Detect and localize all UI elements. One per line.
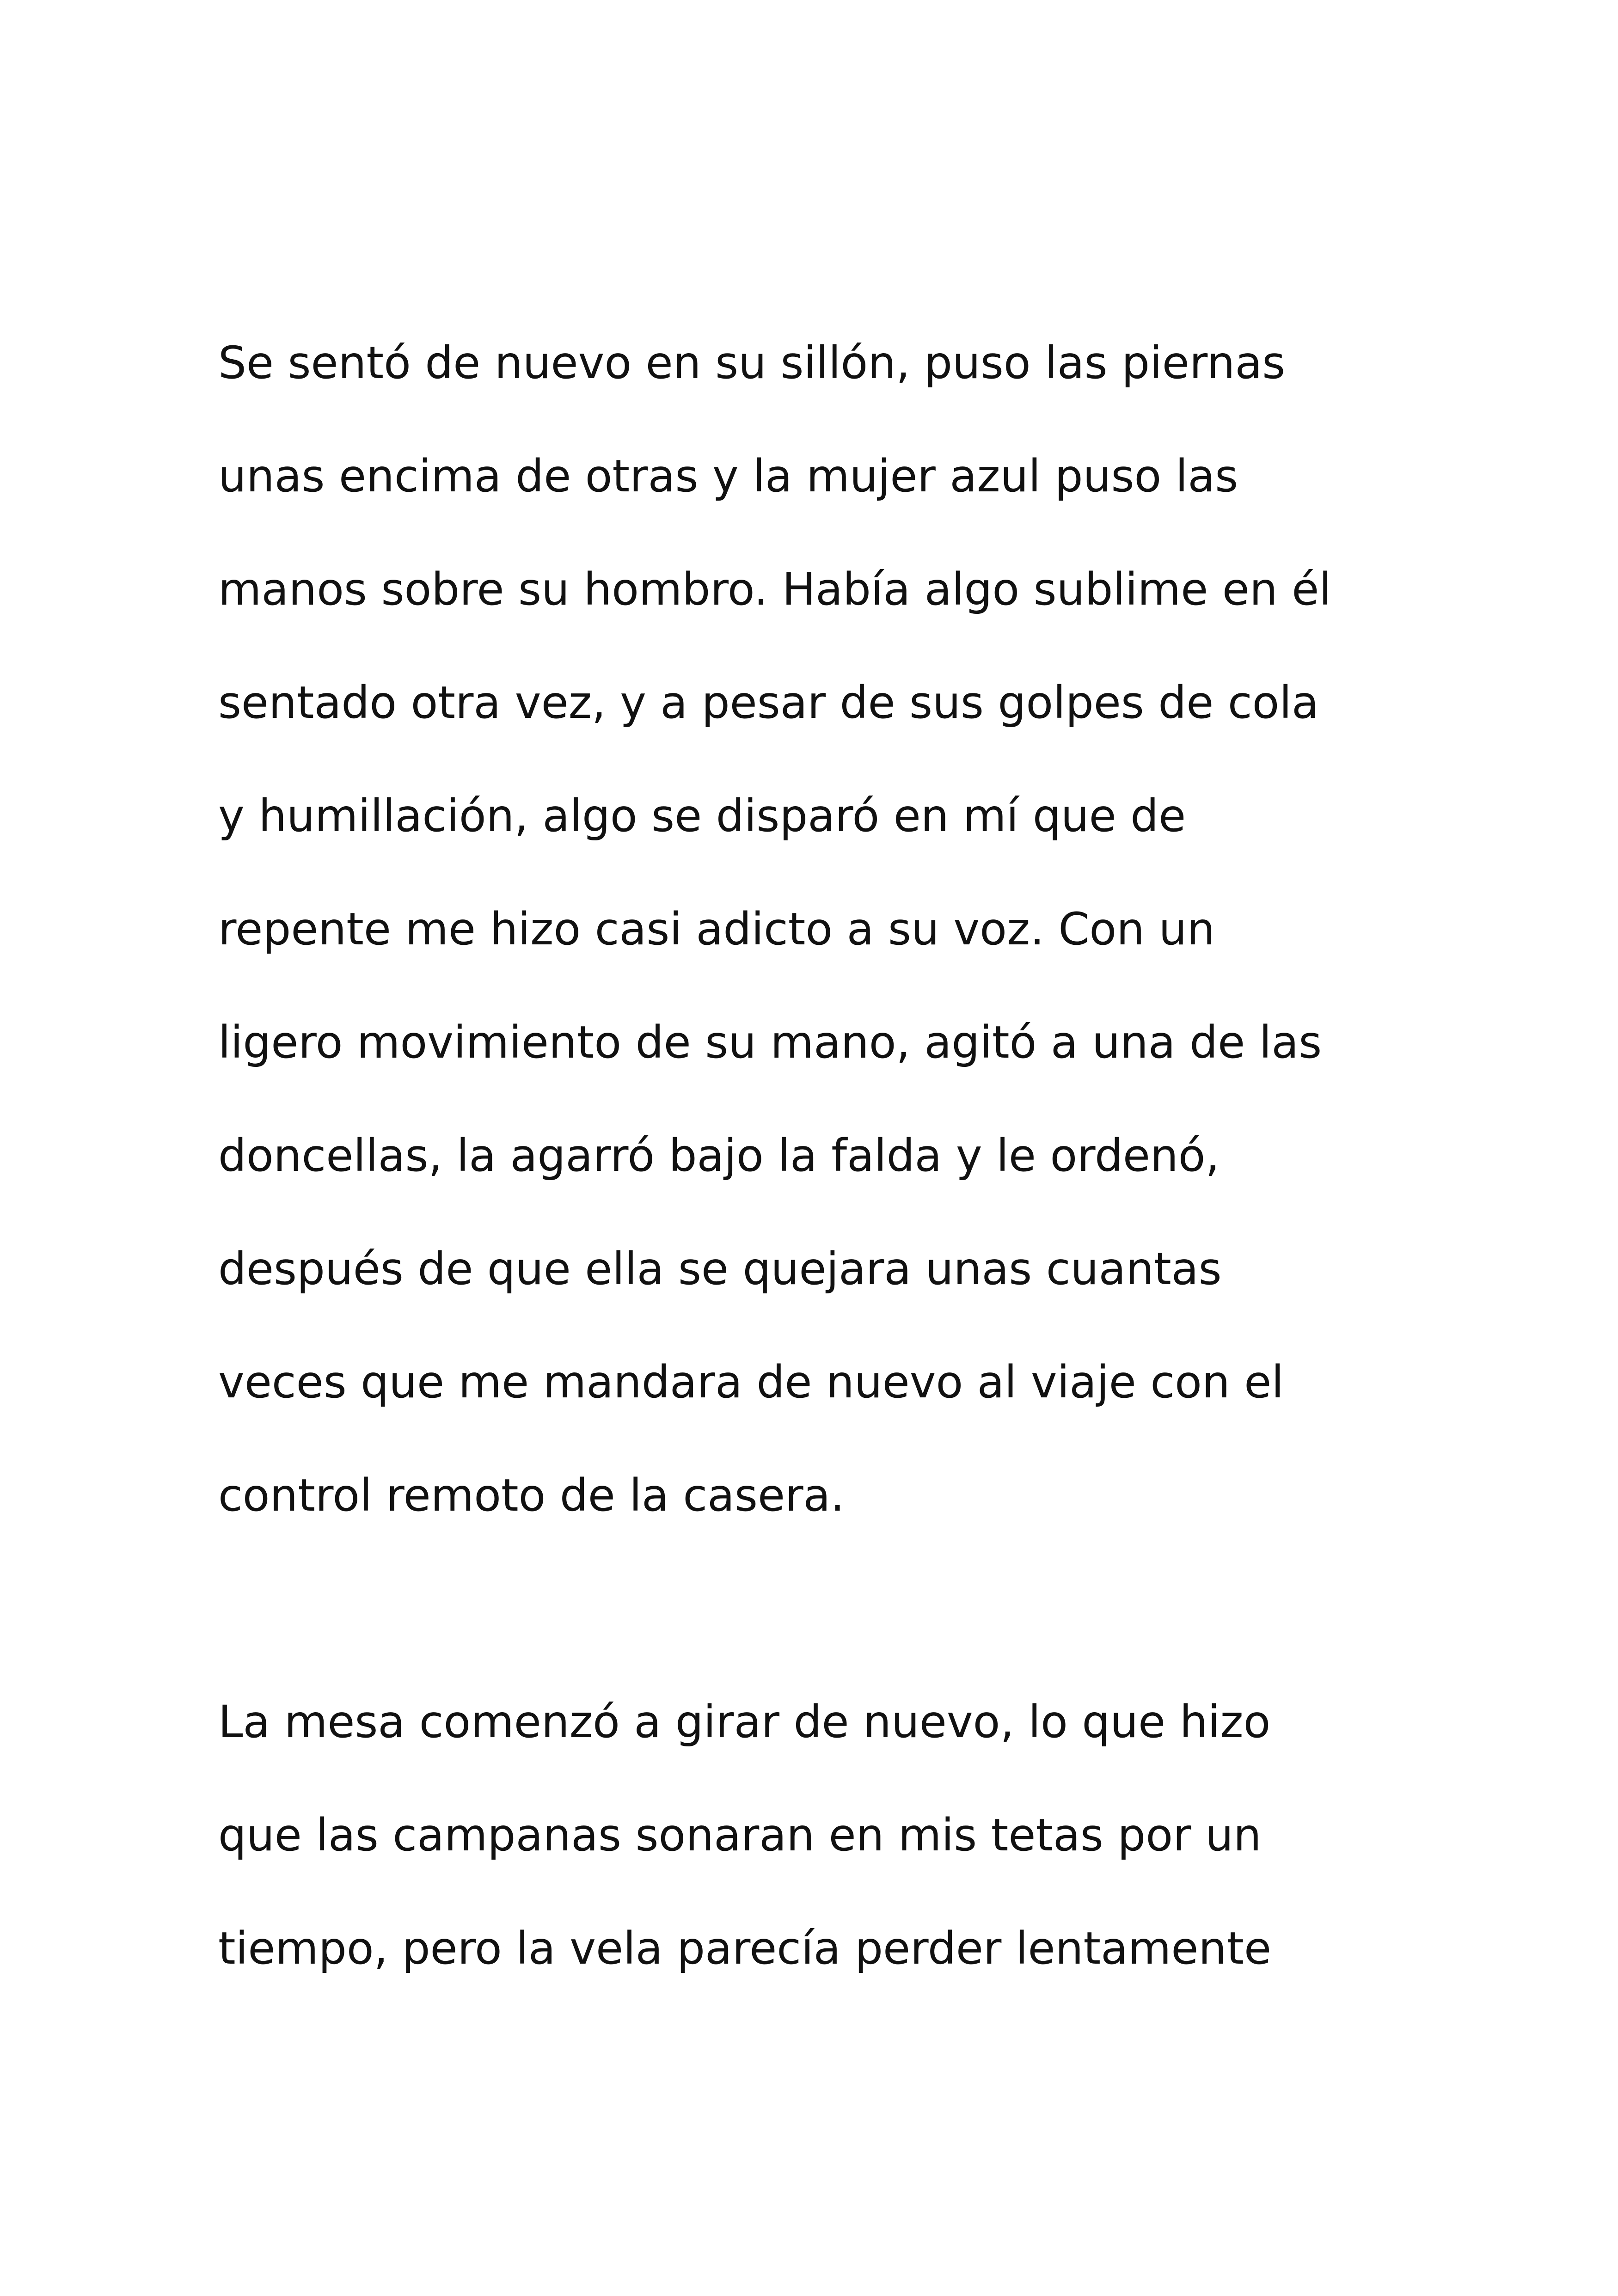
- paragraph-line: que las campanas sonaran en mis tetas por un: [218, 1809, 1262, 1861]
- paragraph-line: manos sobre su hombro. Había algo sublime en él: [218, 563, 1331, 615]
- paragraph-line: y humillación, algo se disparó en mí que de: [218, 790, 1186, 842]
- paragraph-line: sentado otra vez, y a pesar de sus golpes de cola: [218, 677, 1319, 729]
- paragraph-line: repente me hizo casi adicto a su voz. Con un: [218, 903, 1215, 955]
- paragraph-line: veces que me mandara de nuevo al viaje con el: [218, 1356, 1284, 1408]
- paragraph-line: control remoto de la casera.: [218, 1469, 845, 1521]
- paragraph-line: Se sentó de nuevo en su sillón, puso las piernas: [218, 337, 1286, 389]
- paragraph-line: tiempo, pero la vela parecía perder lentamente: [218, 1923, 1272, 1974]
- paragraph-line: ligero movimiento de su mano, agitó a una de las: [218, 1016, 1322, 1068]
- paragraph-line: después de que ella se quejara unas cuantas: [218, 1243, 1222, 1295]
- paragraph-line: unas encima de otras y la mujer azul puso las: [218, 450, 1238, 502]
- paragraph-line: La mesa comenzó a girar de nuevo, lo que hizo: [218, 1696, 1271, 1748]
- paragraph-line: doncellas, la agarró bajo la falda y le ordenó,: [218, 1130, 1220, 1182]
